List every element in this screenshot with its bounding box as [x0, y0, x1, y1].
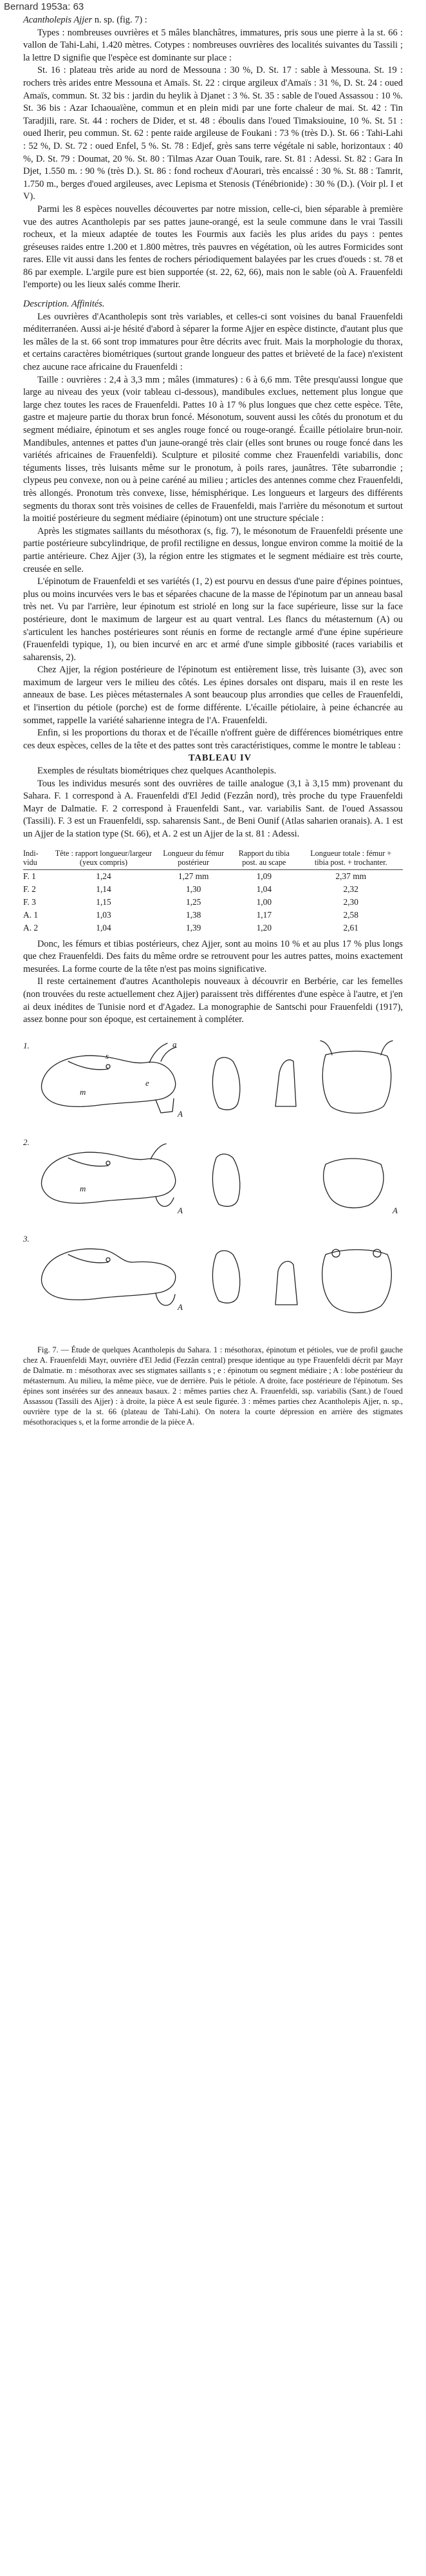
page-header: Bernard 1953a: 63 — [4, 1, 84, 12]
species-heading-italic: Acantholepis Ajjer — [23, 15, 93, 25]
figure-caption-prefix: Fig. 7. — — [37, 1345, 71, 1354]
table-row — [23, 922, 403, 934]
petiole-scale-3 — [275, 1261, 297, 1304]
figure-caption — [23, 1345, 403, 1427]
description-heading: Description. Affinités. — [23, 299, 105, 310]
table-row — [23, 896, 403, 909]
petiole-2 — [212, 1154, 239, 1206]
figure-letter-A-3: A — [178, 1302, 183, 1312]
figure-letter-A-4: A — [393, 1205, 398, 1215]
stigma-1 — [106, 1065, 110, 1068]
table-cell: A. 2 — [23, 922, 39, 933]
paragraph-enfin: Enfin, si les proportions du thorax et de l'écaille n'offrent guère de différences biométriques entre ces deux espèces, celles de la tête et des pattes sont très caractéristiques, comme le montre le tableau : — [23, 728, 403, 751]
table-cell: 1,03 — [96, 909, 111, 920]
stigma-2 — [106, 1161, 110, 1165]
table-intro: Tous les individus mesurés sont des ouvrières de taille analogue (3,1 à 3,15 mm) provenant du Sahara. F. 1 correspond à A. Frauenfeldi d'El Jedid (Fezzân nord), très proche du type Frauenfeldi Mayr de Dalmatie. F. 2 correspond à Frauenfeldi Sant., var. variabilis Sant. de l'oued Assassou (Tassili). F. 3 est un Frauenfeldi, ssp. saharensis Sant., de Beni Ounif (Atlas saharien oranais). A. 1 est un Ajjer de la station type (St. 66), et A. 2 est un Ajjer de la st. 81 : Adessi. — [23, 778, 403, 839]
table-header-cell: Longueur du fémur postérieur — [158, 849, 229, 870]
epinotum-ring-right-3 — [373, 1249, 381, 1257]
figure-letter-m: m — [80, 1086, 86, 1097]
paragraph-stations: St. 16 : plateau très aride au nord de Messouna : 30 %, D. St. 17 : sable à Messouna. St. 19 : rochers très arides entre Messouna et Amaïs. St. 22 : cirque argileux d'Amaïs : 31 %, D. St. 24 : oued Amaïs, commun. St. 32 bis : jardin du heylik à Djanet : 3 %. St. 35 : sable de l'oued Assassou : 10 %. St. 36 bis : Azar Ichaouaïène, commun et en plein midi par une forte chaleur de mai. St. 42 : Tin Taradjili, rare. St. 44 : rochers de Dider, et st. 48 : éboulis dans l'oued Timaksiouine, 10 %. St. 51 : oued Iherir, peu commun. St. 62 : pente raide argileuse de Foukani : 73 % (très D.). St. 66 : Tahi-Lahi : 52 %, D. St. 72 : oued Enfel, 5 %. St. 78 : Edjef, grès sans terre végétale ni sable, horizontaux : 40 %, D. St. 79 : Doumat, 20 %. St. 80 : Tilmas Azar Ouan Touik, rare. St. 81 : Adessi. St. 82 : Gara In Djet, 1.550 m. : 90 % (très D.). St. 86 : fond rocheux d'Aourari, très encaissé : 30 %. St. 88 : Tamrit, 1.750 m., berges d'oued argileuses, avec Lepisma et Stenosis (Ténébrionide) : 30 % (D.). (Voir pl. I et V). — [23, 65, 403, 202]
table-cell: 1,39 — [185, 922, 201, 933]
mesonotum-line-1 — [68, 1061, 108, 1070]
thorax-profile-2 — [41, 1152, 175, 1203]
table-header-cell: Tête : rapport longueur/largeur (yeux compris) — [50, 849, 158, 870]
table-cell: 2,58 — [343, 909, 358, 920]
table-cell: 1,30 — [185, 884, 201, 894]
table-row — [23, 909, 403, 922]
metasternum-lobe-2 — [156, 1197, 174, 1206]
text-column — [23, 14, 403, 1427]
paragraph-reste: Il reste certainement d'autres Acantholepis nouveaux à découvrir en Berbérie, car les femelles (non trouvées du reste actuellement chez Ajjer) paraissent très différentes d'une espèce à l'autre, et j'en ai deux inédites de Tunisie nord et d'Agadez. La monographie de Santschi pour Frauenfeldi (1917), assez bonne pour son époque, est certainement à compléter. — [23, 976, 403, 1025]
table-cell: 1,00 — [256, 896, 272, 907]
table-cell: 1,04 — [256, 884, 272, 894]
figure-row-3 — [41, 1249, 391, 1312]
species-heading — [23, 14, 403, 27]
table-header-cell: Indi-vidu — [23, 849, 50, 870]
biometric-table — [23, 849, 403, 934]
table-cell: 1,24 — [96, 871, 111, 881]
petiole-scale-1 — [275, 1060, 296, 1106]
thorax-profile-3 — [41, 1249, 175, 1300]
epinotum-ring-left-3 — [332, 1249, 340, 1257]
epinotum-spine-2 — [151, 1144, 166, 1159]
epinotum-rear-3 — [322, 1249, 392, 1312]
paragraph-ajjer: Chez Ajjer, la région postérieure de l'épinotum est entièrement lisse, très luisante (3), avec son maximum de largeur vers le milieu des côtés. Les épines dorsales ont disparu, mais il en reste les anneaux de base. Les pièces métasternales A sont beaucoup plus arrondies que celles de Frauenfeldi, et l'insertion du pétiole (porche) est de forme différente. L'écaille pétiolaire, à peine échancrée au sommet, rappelle la variété saharienne integra de l'A. Frauenfeldi. — [23, 665, 403, 726]
table-cell: 1,04 — [96, 922, 111, 933]
figure-row-2 — [41, 1144, 383, 1208]
figure-number-3: 3. — [23, 1233, 30, 1244]
thorax-profile-1 — [41, 1056, 175, 1106]
figure-number-2: 2. — [23, 1137, 30, 1147]
table-title: TABLEAU IV — [188, 753, 252, 764]
figure-letter-s: s — [106, 1050, 109, 1061]
table-cell: 2,32 — [343, 884, 358, 894]
figure-letter-A-1: A — [178, 1108, 183, 1119]
metasternum-lobe-3 — [156, 1293, 175, 1305]
paragraph-especes: Parmi les 8 espèces nouvelles découvertes par notre mission, celle-ci, bien séparable à première vue des autres Acantholepis par ses pattes jaune-orangé, est la seule commune dans le vrai Tassili rocheux, et la mieux adaptée de toutes les Fourmis aux faciès les plus arides du pays : pentes gréseuses raides entre 1.200 et 1.800 mètres, très pauvres en végétation, où les autres Formicides sont rares. Elle vit aussi dans les fentes de rochers périodiquement balayées par les crues d'oueds : st. 78 et 86 par exemple. L'argile pure est bien supportée (st. 22, 62, 66), mais non le sable (où A. Frauenfeldi l'emporte) ou les lieux salés comme Iherir. — [23, 204, 403, 290]
metasternum-piece-2 — [324, 1159, 384, 1208]
figure-letter-e: e — [145, 1077, 149, 1088]
table-row — [23, 869, 403, 883]
table-cell: 2,61 — [343, 922, 358, 933]
table-cell: 1,09 — [256, 871, 272, 881]
table-cell: 1,14 — [96, 884, 111, 894]
figure-letter-a: a — [172, 1039, 177, 1049]
table-cell: 1,17 — [256, 909, 272, 920]
table-cell: A. 1 — [23, 909, 39, 920]
figure-letter-A-2: A — [178, 1205, 183, 1215]
paragraph-epinotum: L'épinotum de Frauenfeldi et ses variétés (1, 2) est pourvu en dessus d'une paire d'épines pointues, plus ou moins incurvées vers le bas et séparées chacune de la masse de l'épinotum par un anneau basal très net. Vu par l'arrière, leur épinotum est striolé en long sur la face supérieure, lisse sur la face postérieure, dont le maximum de largeur est au quart ventral. Les flancs du métasternum (A) ou s'articulent les hanches postérieures sont réunis en forme de rectangle armé d'une épine supérieure (Frauenfeldi typique, 1), ou bien incurvé en arc et armé d'une simple gibbosité (races variabilis et saharensis, 2). — [23, 576, 403, 663]
table-cell: 1,38 — [185, 909, 201, 920]
mesonotum-line-3 — [68, 1255, 108, 1263]
table-header-cell: Longueur totale : fémur + tibia post. + trochanter. — [299, 849, 403, 870]
table-cell: 1,20 — [256, 922, 272, 933]
table-header-cell: Rapport du tibia post. au scape — [229, 849, 299, 870]
table-cell: 2,30 — [343, 896, 358, 907]
table-row — [23, 883, 403, 896]
petiole-3 — [212, 1251, 239, 1303]
figure-7 — [23, 1036, 403, 1338]
paragraph-taille: Taille : ouvrières : 2,4 à 3,3 mm ; mâles (immatures) : 6 à 6,6 mm. Tête presqu'aussi longue que large au niveau des yeux (voir tableau ci-dessous), mandibules exclues, nettement plus longue que large chez toutes les races de Frauenfeldi. Pattes 10 à 17 % plus longues que chez cette espèce. Tête, gastre et majeure partie du thorax brun foncé. Mésonotum, souvent aussi les côtés du pronotum et du segment médiaire, épinotum et ses angles rouge foncé ou rouge-orangé. Écaille pétiolaire brun-noir. Mandibules, antennes et pattes d'un jaune-orangé très clair (elles sont brunes ou rouge foncé dans les variétés africaines de Frauenfeldi). Sculpture et pilosité comme chez Frauenfeldi variabilis, donc téguments lisses, très luisants même sur le pronotum, à poils rares, jaunâtres. Tête subarrondie ; clypeus peu convexe, non ou à peine caréné au milieu ; articles des antennes comme chez Frauenfeldi, très allongés. Pronotum très convexe, lisse, hémisphérique. Les longueurs et largeurs des différents segments du thorax sont très voisines de celles de Frauenfeldi, mais l'arrière du mésonotum et surtout la moitié postérieure du segment médiaire (épinotum) ont une structure spéciale : — [23, 374, 403, 524]
table-cell: F. 3 — [23, 896, 36, 907]
species-heading-rest: n. sp. (fig. 7) : — [92, 15, 147, 25]
table-cell: F. 1 — [23, 871, 36, 881]
metasternum-lobe-1 — [156, 1099, 174, 1113]
table-header-row — [23, 849, 403, 870]
table-cell: 2,37 mm — [335, 871, 367, 881]
table-cell: 1,15 — [96, 896, 111, 907]
mesonotum-line-2 — [68, 1158, 108, 1166]
paragraph-description: Les ouvrières d'Acantholepis sont très variables, et celles-ci sont voisines du banal Frauenfeldi méditerranéen. Aussi ai-je hésité d'abord à séparer la forme Ajjer en espèce distincte, d'autant plus que les mâles de la st. 66 sont trop immatures pour être décrits avec fruit. Mais la morphologie du thorax, et certains caractères biométriques (surtout grande longueur des pattes et brièveté de la face) n'existent chez aucune race africaine du Frauenfeldi : — [23, 311, 403, 373]
paragraph-types: Types : nombreuses ouvrières et 5 mâles blanchâtres, immatures, pris sous une pierre à la st. 66 : vallon de Tahi-Lahi, 1.420 mètres. Cotypes : nombreuses ouvrières des localités suivantes du Tassili ; la lettre D signifie que l'espèce est dominante sur place : — [23, 27, 403, 63]
figure-caption-text: Étude de quelques Acantholepis du Sahara. 1 : mésothorax, épinotum et pétioles, vue de profil gauche chez A. Frauenfeldi Mayr, ouvrière d'El Jedid (Fezzân central) presque identique au type Frauenfeldi décrit par Mayr de Dalmatie. m : mésothorax avec ses stigmates saillants s ; e : épinotum ou segment médiaire ; A : lobe postérieur du métasternum. Au milieu, la même pièce, vue de derrière. Puis le pétiole. A droite, face postérieure de l'épinotum. Ses épines sont insérées sur des anneaux basaux. 2 : mêmes parties chez A. Frauenfeldi, ssp. variabilis (Sant.) de l'oued Assassou (Tassili des Ajjer) : à droite, la pièce A est seule figurée. 3 : mêmes parties chez Acantholepis Ajjer, n. sp., ouvrière type de la st. 66 (plateau de Tahi-Lahi). On notera la courte dépression en arrière des stigmates mésothoraciques s, et la forme arrondie de la pièce A. — [23, 1345, 403, 1426]
paragraph-stigmates: Après les stigmates saillants du mésothorax (s, fig. 7), le mésonotum de Frauenfeldi présente une partie postérieure subcylindrique, de profil rectiligne en dessus, longue environ comme la moitié de la partie antérieure. Chez Ajjer (3), la région entre les stigmates et le segment médiaire est très courte, creusée en selle. — [23, 526, 403, 574]
table-cell: 1,25 — [185, 896, 201, 907]
epinotum-rear-spines-1 — [320, 1041, 393, 1055]
petiole-1 — [212, 1057, 239, 1110]
table-cell: F. 2 — [23, 884, 36, 894]
figure-number-1: 1. — [23, 1040, 30, 1050]
stigma-3 — [106, 1258, 110, 1262]
table-cell: 1,27 mm — [178, 871, 209, 881]
epinotum-rear-1 — [322, 1051, 391, 1113]
paragraph-donc: Donc, les fémurs et tibias postérieurs, chez Ajjer, sont au moins 10 % et au plus 17 % plus longs que chez Frauenfeldi. Des faits du même ordre se retrouvent pour les autres pattes, moins exactement mesurées. La forme courte de la tête n'est pas moins significative. — [23, 938, 403, 974]
figure-row-1 — [41, 1041, 393, 1113]
table-subtitle: Exemples de résultats biométriques chez quelques Acantholepis. — [37, 766, 277, 777]
figure-letter-m-2: m — [80, 1183, 86, 1193]
